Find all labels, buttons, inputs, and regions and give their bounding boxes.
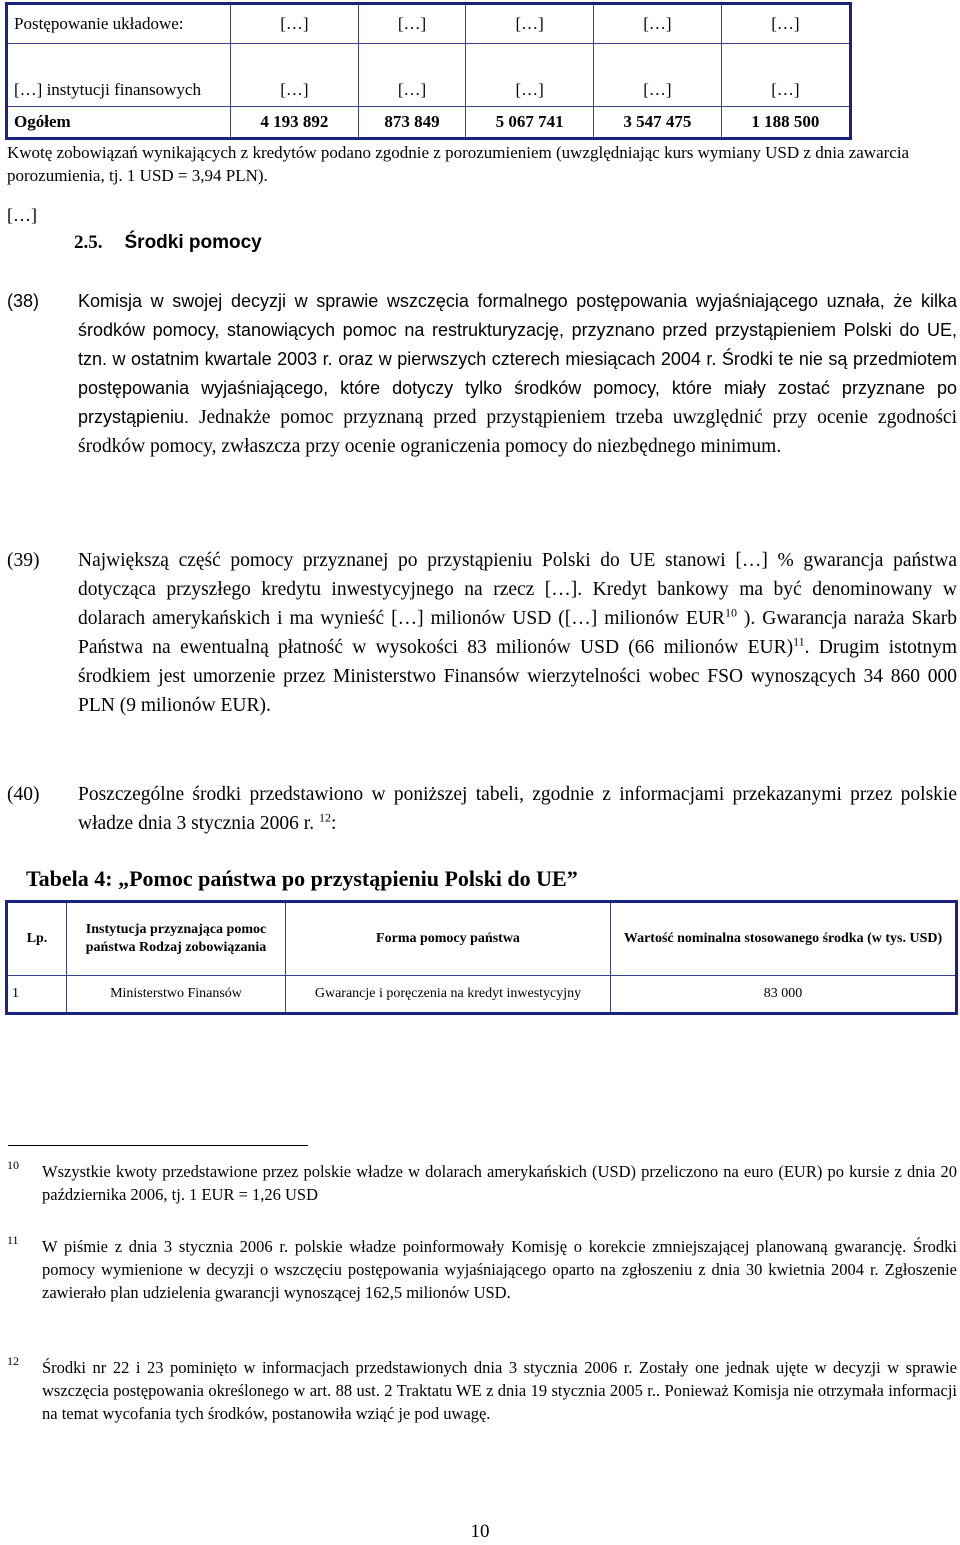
footnote-number: 10: [7, 1158, 19, 1172]
paragraph-sentence: ). Gwarancja naraża Skarb Państwa na ewentualną płatność w wysokości 83 milionów USD (66 milionów EUR): [78, 608, 957, 658]
cell-value: 83 000: [611, 976, 957, 1014]
table-cell: 5 067 741: [466, 107, 594, 139]
paragraph-sentence: Największą część pomocy przyznanej po przystąpieniu Polski do UE stanowi […] % gwarancja państwa dotycząca przyszłego kredytu inwestycyjnego na rzecz […]. Kredyt bankowy ma być denominowany w dolarach amerykańskich i ma wynieść […] milionów USD ([…] milionów EUR: [78, 550, 957, 629]
table-cell: […]: [594, 44, 722, 107]
cell-form: Gwarancje i poręczenia na kredyt inwestycyjny: [286, 976, 611, 1014]
table-cell: 873 849: [358, 107, 466, 139]
section-heading: [74, 232, 262, 254]
footnote-text: W piśmie z dnia 3 stycznia 2006 r. polskie władze poinformowały Komisję o korekcie zmniejszającej planowaną gwarancję. Środki pomocy wymienione w decyzji o wszczęciu postępowania wyjaśniającego oparto na zgłoszeniu z dnia 30 kwietnia 2004 r. Zgłoszenie zawierało plan udzielenia gwarancji wynoszącej 162,5 milionów USD.: [42, 1237, 957, 1302]
section-title: Środki pomocy: [124, 232, 262, 253]
footnote-11: [7, 1235, 957, 1304]
paragraph-39: [7, 546, 957, 720]
table-cell: […]: [466, 44, 594, 107]
table-cell: 4 193 892: [231, 107, 359, 139]
table-cell: […]: [594, 4, 722, 44]
omission-marker: […]: [7, 205, 37, 225]
paragraph-text: [78, 780, 957, 838]
table-cell: […]: [358, 4, 466, 44]
footnote-ref[interactable]: 10: [724, 605, 737, 620]
table-cell: […]: [721, 4, 850, 44]
paragraph-38: [7, 287, 957, 461]
table-cell: […]: [358, 44, 466, 107]
paragraph-40: [7, 780, 957, 838]
footnote-separator: [8, 1145, 308, 1146]
section-number: 2.5.: [74, 232, 103, 253]
table-row-total: [7, 107, 851, 139]
page-number: 10: [470, 1521, 490, 1542]
table-cell: […]: [231, 4, 359, 44]
cell-institution: Ministerstwo Finansów: [67, 976, 286, 1014]
footnote-ref[interactable]: 12: [318, 810, 331, 825]
table-cell: 1 188 500: [721, 107, 850, 139]
row-label: Postępowanie układowe:: [7, 4, 231, 44]
table-cell: 3 547 475: [594, 107, 722, 139]
cell-lp: 1: [7, 976, 67, 1014]
header-form: Forma pomocy państwa: [286, 902, 611, 976]
state-aid-table: [5, 900, 958, 1015]
footnote-12: [7, 1356, 957, 1425]
paragraph-sentence: Komisja w swojej decyzji w sprawie wszczęcia formalnego postępowania wyjaśniającego uznała, że kilka środków pomocy, stanowiących pomoc na restrukturyzację, przyznano przed przystąpieniem Polski do UE, tzn. w ostatnim kwartale 2003 r. oraz w pierwszych czterech miesiącach 2004 r.: [78, 291, 957, 369]
table-row: [7, 44, 851, 107]
table-header-row: [7, 902, 957, 976]
footnote-10: [7, 1160, 957, 1206]
creditors-table: [5, 2, 852, 140]
paragraph-sentence: Środki te nie są przedmiotem postępowania wyjaśniającego, które dotyczy tylko środków pomocy, które miały zostać przyznane po przystąpieniu.: [78, 349, 957, 427]
table-row: [7, 976, 957, 1014]
footnote-number: 11: [7, 1233, 19, 1247]
paragraph-text: [78, 546, 957, 720]
header-value: Wartość nominalna stosowanego środka (w tys. USD): [611, 902, 957, 976]
table-cell: […]: [466, 4, 594, 44]
footnote-text: Wszystkie kwoty przedstawione przez polskie władze w dolarach amerykańskich (USD) przeliczono na euro (EUR) po kursie z dnia 20 października 2006, tj. 1 EUR = 1,26 USD: [42, 1162, 957, 1204]
footnote-ref[interactable]: 11: [793, 634, 805, 649]
footnote-number: 12: [7, 1354, 19, 1368]
table-title: Tabela 4: „Pomoc państwa po przystąpieniu Polski do UE”: [26, 866, 578, 891]
table-cell: […]: [721, 44, 850, 107]
table-cell: […]: [231, 44, 359, 107]
paragraph-number: (39): [7, 550, 40, 571]
paragraph-punctuation: :: [330, 813, 337, 834]
paragraph-sentence: Poszczególne środki przedstawiono w poniższej tabeli, zgodnie z informacjami przekazanymi przez polskie władze dnia 3 stycznia 2006 r.: [78, 784, 957, 834]
header-lp: Lp.: [7, 902, 67, 976]
row-label: […] instytucji finansowych: [7, 44, 231, 107]
header-institution: Instytucja przyznająca pomoc państwa Rodzaj zobowiązania: [67, 902, 286, 976]
paragraph-sentence: Jednakże pomoc przyznaną przed przystąpieniem trzeba uwzględnić przy ocenie zgodności środków pomocy, zwłaszcza przy ocenie ograniczenia pomocy do niezbędnego minimum.: [78, 407, 957, 457]
paragraph-sentence: . Drugim istotnym środkiem jest umorzenie przez Ministerstwo Finansów wierzytelności wobec FSO wynoszących 34 860 000 PLN (9 milionów EUR).: [78, 637, 957, 716]
paragraph-text: [78, 287, 957, 461]
table-row: [7, 4, 851, 44]
footnote-text: Środki nr 22 i 23 pominięto w informacjach przedstawionych dnia 3 stycznia 2006 r. Zostały one jednak ujęte w decyzji w sprawie wszczęcia postępowania określonego w art. 88 ust. 2 Traktatu WE z dnia 19 stycznia 2005 r.. Ponieważ Komisja nie otrzymała informacji na temat wycofania tych środków, postanowiła wziąć je pod uwagę.: [42, 1358, 957, 1423]
paragraph-number: (40): [7, 784, 40, 805]
row-label: Ogółem: [7, 107, 231, 139]
paragraph-number: (38): [7, 291, 40, 311]
exchange-rate-note: Kwotę zobowiązań wynikających z kredytów podano zgodnie z porozumieniem (uwzględniając kurs wymiany USD z dnia zawarcia porozumienia, tj. 1 USD = 3,94 PLN).: [7, 143, 910, 185]
